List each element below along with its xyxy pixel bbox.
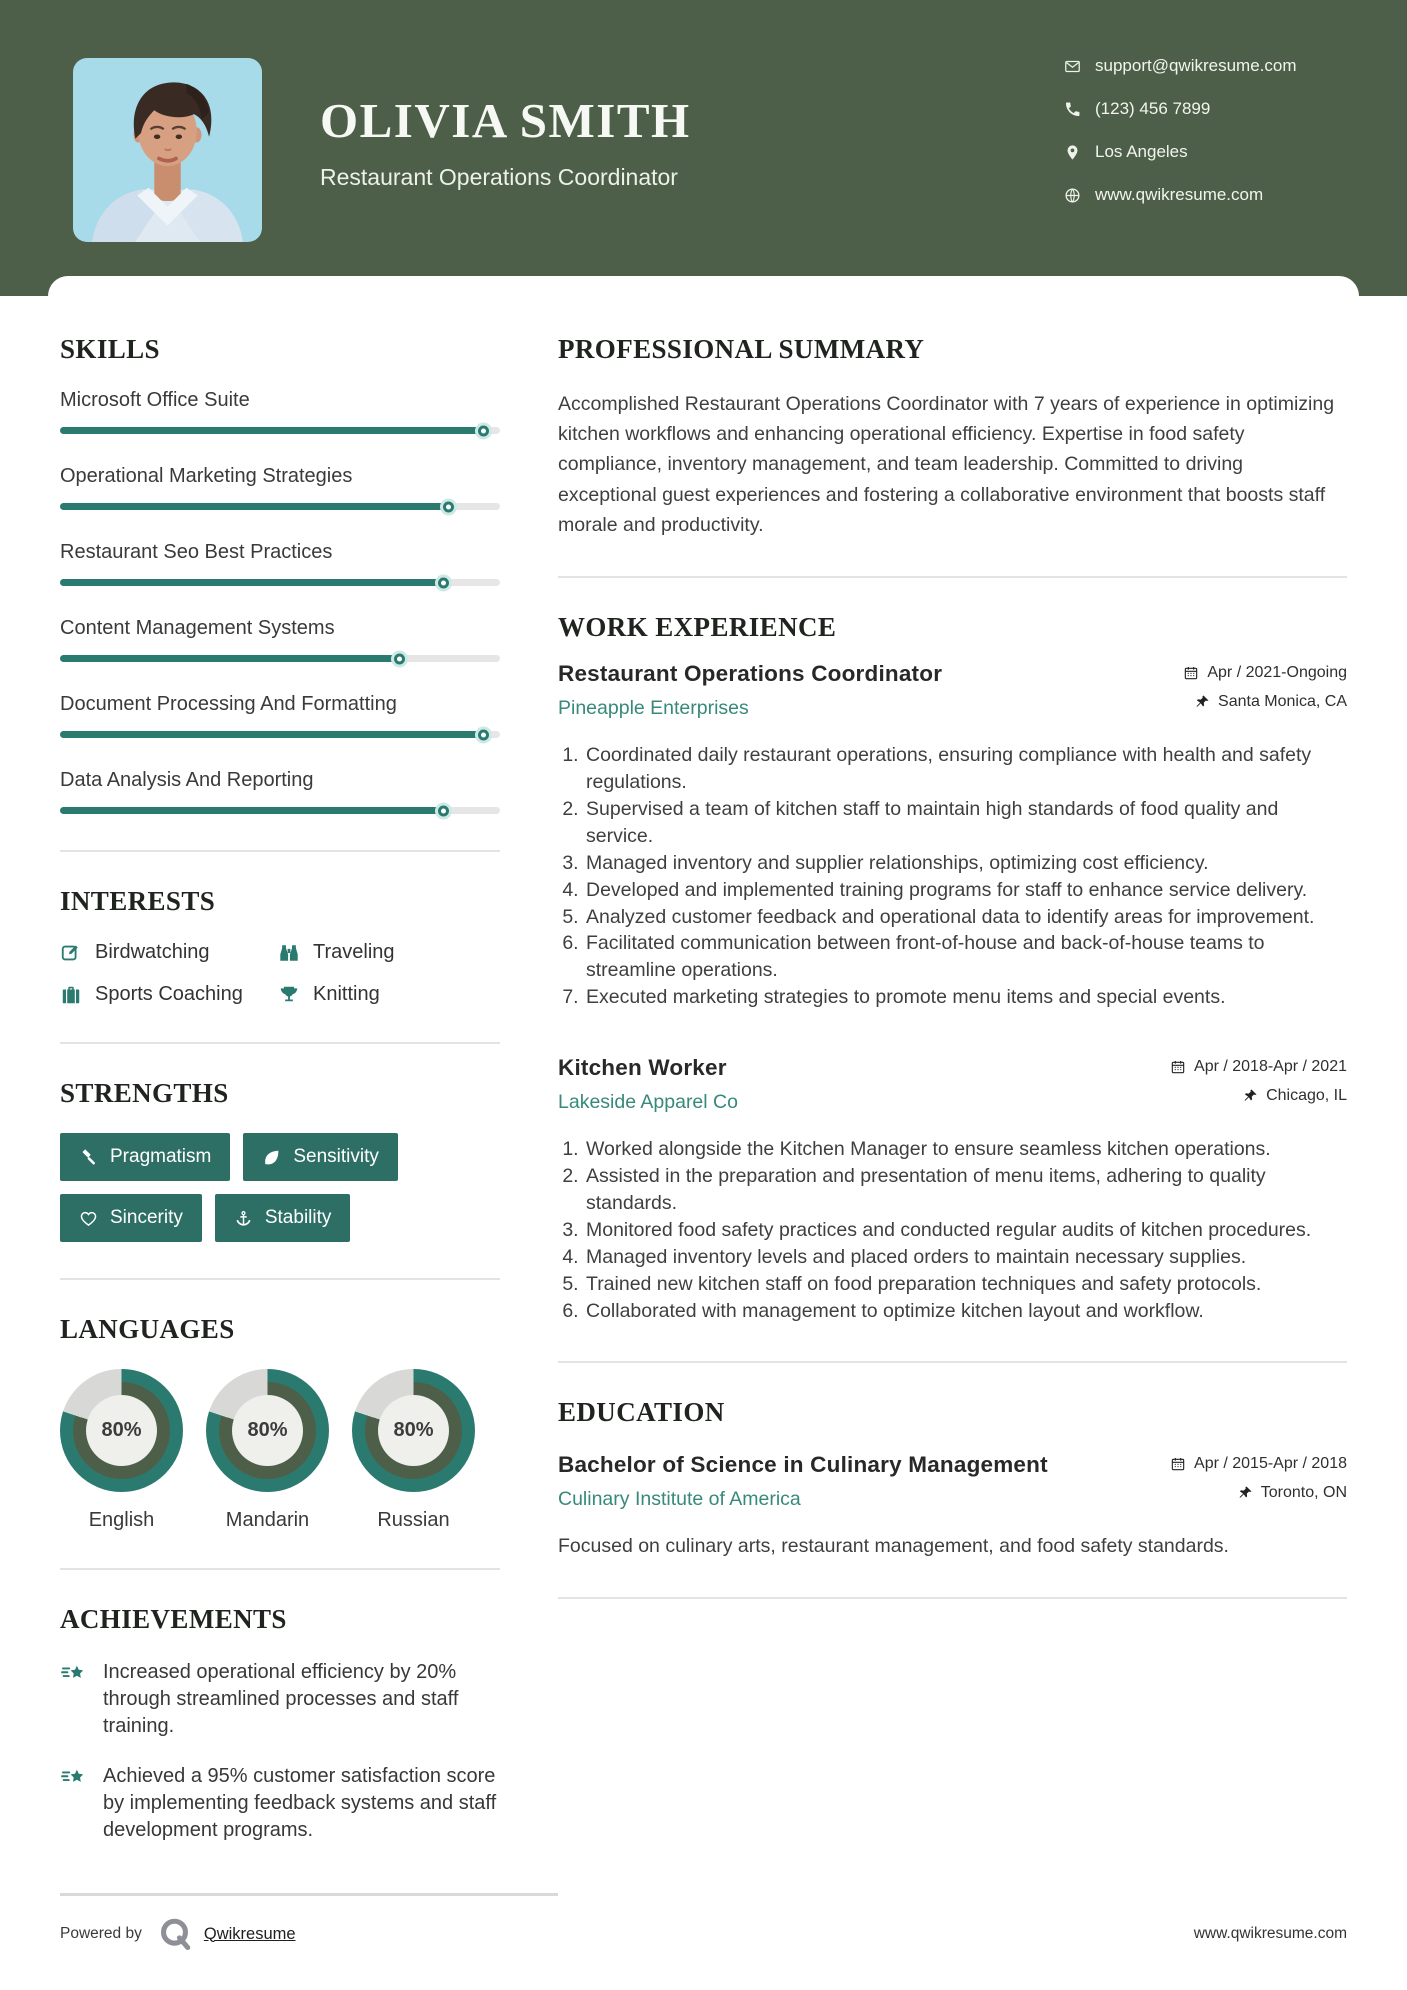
skill-item [60, 769, 500, 814]
contact-text: (123) 456 7899 [1095, 99, 1211, 118]
interest-item [60, 983, 278, 1006]
calendar-icon [1170, 1059, 1186, 1075]
resume-body [48, 276, 1359, 1978]
skill-bar-track [60, 655, 500, 662]
strength-badge [60, 1133, 230, 1181]
contact-item[interactable] [1064, 185, 1297, 205]
language-donut [352, 1369, 475, 1492]
summary-section [558, 334, 1347, 540]
email-icon [1064, 58, 1081, 75]
language-donut [206, 1369, 329, 1492]
job-bullet: 6. Collaborated with management to optimize kitchen layout and workflow. [584, 1298, 1347, 1325]
avatar-illustration [73, 58, 262, 242]
job-dates: Apr / 2021-Ongoing [1207, 664, 1347, 682]
achievement-item [60, 1659, 500, 1740]
skill-item [60, 693, 500, 738]
language-donut [60, 1369, 183, 1492]
strength-badge [243, 1133, 398, 1181]
skill-bar-knob [394, 653, 405, 664]
experience-title: WORK EXPERIENCE [558, 612, 837, 643]
page-footer [60, 1893, 1347, 1978]
divider [60, 850, 500, 852]
job-bullet: 1. Worked alongside the Kitchen Manager to ensure seamless kitchen operations. [584, 1136, 1347, 1163]
job-meta [1170, 1055, 1347, 1116]
skill-label: Content Management Systems [60, 617, 335, 639]
pen-square-icon [60, 942, 82, 964]
language-percent: 80% [86, 1395, 157, 1466]
education-description: Focused on culinary arts, restaurant management, and food safety standards. [558, 1534, 1229, 1557]
job-dates: Apr / 2018-Apr / 2021 [1194, 1058, 1347, 1076]
language-donut-inner [73, 1382, 170, 1479]
interest-label: Traveling [313, 941, 395, 963]
skill-item [60, 617, 500, 662]
education-degree: Bachelor of Science in Culinary Management [558, 1451, 1048, 1477]
skill-bar-track [60, 503, 500, 510]
skill-bar-fill [60, 427, 487, 434]
skill-label: Microsoft Office Suite [60, 389, 250, 411]
interest-label: Knitting [313, 983, 380, 1005]
achievements-list [60, 1659, 500, 1844]
job-bullet: 2. Assisted in the preparation and presentation of menu items, adhering to quality standards. [584, 1163, 1347, 1217]
calendar-icon [1170, 1456, 1186, 1472]
gavel-icon [79, 1148, 98, 1167]
achievement-item [60, 1763, 500, 1844]
interests-title: INTERESTS [60, 886, 216, 916]
strength-label: Stability [264, 1207, 332, 1228]
summary-text: Accomplished Restaurant Operations Coordinator with 7 years of experience in optimizing kitchen workflows and enhancing operational efficiency. Expertise in food safety compliance, inventory management, and team leadership. Committed to driving exceptional guest experiences and fostering a collaborative environment that boosts staff morale and productivity. [558, 393, 1335, 536]
experience-section [558, 612, 1347, 1324]
skill-item [60, 465, 500, 510]
contact-text: www.qwikresume.com [1095, 185, 1264, 204]
header [0, 0, 1407, 296]
job-bullet: 5. Analyzed customer feedback and operational data to identify areas for improvement. [584, 904, 1347, 931]
strength-label: Pragmatism [110, 1146, 212, 1167]
language-percent: 80% [232, 1395, 303, 1466]
job-bullet: 7. Executed marketing strategies to promote menu items and special events. [584, 984, 1347, 1011]
job-bullets [558, 1136, 1347, 1324]
strength-label: Sincerity [110, 1207, 183, 1228]
skill-bar-knob [443, 501, 454, 512]
skill-item [60, 541, 500, 586]
job-bullet: 5. Trained new kitchen staff on food preparation techniques and safety protocols. [584, 1271, 1347, 1298]
job-bullet: 4. Developed and implemented training programs for staff to enhance service delivery. [584, 877, 1347, 904]
education-school: Culinary Institute of America [558, 1487, 801, 1510]
job-meta [1183, 661, 1347, 722]
strengths-list [60, 1133, 500, 1242]
strength-label: Sensitivity [293, 1146, 379, 1167]
globe-icon [1064, 187, 1081, 204]
skill-label: Document Processing And Formatting [60, 693, 397, 715]
contact-text: Los Angeles [1095, 142, 1188, 161]
interest-item [60, 941, 278, 964]
footer-divider [60, 1893, 558, 1896]
powered-by-label: Powered by [60, 1925, 142, 1942]
qwikresume-logo-icon [158, 1916, 194, 1952]
right-column [558, 334, 1347, 1633]
language-donut-inner [219, 1382, 316, 1479]
skill-bar-fill [60, 807, 447, 814]
achievements-section [60, 1604, 500, 1844]
skill-bar-track [60, 579, 500, 586]
skills-section [60, 334, 500, 814]
education-dates: Apr / 2015-Apr / 2018 [1194, 1454, 1347, 1472]
job-company: Pineapple Enterprises [558, 697, 749, 720]
skill-bar-fill [60, 655, 403, 662]
strength-badge [215, 1194, 351, 1242]
languages-list [60, 1369, 500, 1532]
language-percent: 80% [378, 1395, 449, 1466]
anchor-icon [234, 1209, 253, 1228]
strength-badge [60, 1194, 202, 1242]
divider [60, 1278, 500, 1280]
divider [60, 1568, 500, 1570]
language-label: Mandarin [225, 1509, 310, 1531]
left-column [60, 334, 500, 1867]
strengths-title: STRENGTHS [60, 1078, 229, 1108]
job-company: Lakeside Apparel Co [558, 1091, 738, 1114]
leaf-icon [262, 1148, 281, 1167]
person-name: OLIVIA SMITH [320, 93, 691, 148]
contact-list [1064, 56, 1297, 228]
skill-label: Restaurant Seo Best Practices [60, 541, 333, 563]
language-item [352, 1369, 475, 1532]
pushpin-icon [1194, 694, 1210, 710]
job-bullet: 3. Monitored food safety practices and conducted regular audits of kitchen procedures. [584, 1217, 1347, 1244]
language-donut-inner [365, 1382, 462, 1479]
skill-bar-knob [478, 729, 489, 740]
job-bullet: 6. Facilitated communication between front-of-house and back-of-house teams to streamline operations. [584, 930, 1347, 984]
education-title: EDUCATION [558, 1396, 725, 1427]
jobs-list [558, 661, 1347, 1324]
job-bullets [558, 742, 1347, 1011]
job-role: Kitchen Worker [558, 1055, 727, 1081]
contact-item[interactable] [1064, 142, 1297, 162]
summary-title: PROFESSIONAL SUMMARY [558, 334, 925, 364]
calendar-icon [1183, 665, 1199, 681]
language-item [206, 1369, 329, 1532]
contact-item[interactable] [1064, 99, 1297, 119]
skill-label: Operational Marketing Strategies [60, 465, 353, 487]
education-section [558, 1397, 1347, 1561]
job-entry [558, 1055, 1347, 1324]
skill-bar-track [60, 731, 500, 738]
binoculars-icon [278, 942, 300, 964]
divider [558, 576, 1347, 578]
skill-bar-fill [60, 503, 452, 510]
job-bullet: 3. Managed inventory and supplier relationships, optimizing cost efficiency. [584, 850, 1347, 877]
skills-list [60, 389, 500, 814]
profile-photo [73, 58, 262, 242]
contact-text: support@qwikresume.com [1095, 56, 1297, 75]
skill-bar-knob [438, 577, 449, 588]
location-icon [1064, 144, 1081, 161]
divider [558, 1361, 1347, 1363]
education-location: Toronto, ON [1260, 1483, 1347, 1501]
pushpin-icon [1237, 1485, 1253, 1501]
achievement-text: Achieved a 95% customer satisfaction score by implementing feedback systems and staff development programs. [103, 1765, 497, 1841]
interest-label: Sports Coaching [95, 983, 243, 1005]
person-job-title: Restaurant Operations Coordinator [320, 164, 678, 190]
skill-bar-knob [478, 425, 489, 436]
trophy-icon [278, 984, 300, 1006]
strengths-section [60, 1078, 500, 1242]
skill-bar-track [60, 807, 500, 814]
divider [60, 1042, 500, 1044]
interest-label: Birdwatching [95, 941, 210, 963]
skill-bar-fill [60, 731, 487, 738]
languages-section [60, 1314, 500, 1532]
job-role: Restaurant Operations Coordinator [558, 661, 943, 687]
footer-site-url: www.qwikresume.com [1193, 1925, 1347, 1942]
interest-item [278, 941, 500, 964]
achievements-title: ACHIEVEMENTS [60, 1604, 287, 1634]
language-label: English [88, 1509, 155, 1531]
job-location: Santa Monica, CA [1218, 693, 1347, 711]
star-shooting-icon [60, 1765, 87, 1792]
skill-bar-fill [60, 579, 447, 586]
skill-item [60, 389, 500, 434]
heart-icon [79, 1209, 98, 1228]
interests-section [60, 886, 500, 1006]
language-label: Russian [377, 1509, 450, 1531]
skill-label: Data Analysis And Reporting [60, 769, 314, 791]
job-bullet: 2. Supervised a team of kitchen staff to maintain high standards of food quality and service. [584, 796, 1347, 850]
pushpin-icon [1242, 1088, 1258, 1104]
skill-bar-track [60, 427, 500, 434]
suitcase-icon [60, 984, 82, 1006]
job-bullet: 1. Coordinated daily restaurant operations, ensuring compliance with health and safety regulations. [584, 742, 1347, 796]
skill-bar-knob [438, 805, 449, 816]
phone-icon [1064, 101, 1081, 118]
star-shooting-icon [60, 1661, 87, 1688]
job-entry [558, 661, 1347, 1011]
languages-title: LANGUAGES [60, 1314, 235, 1344]
interests-list [60, 941, 500, 1006]
divider [558, 1597, 1347, 1599]
language-item [60, 1369, 183, 1532]
skills-title: SKILLS [60, 334, 160, 364]
job-location: Chicago, IL [1266, 1087, 1347, 1105]
contact-item[interactable] [1064, 56, 1297, 76]
interest-item [278, 983, 500, 1006]
job-bullet: 4. Managed inventory levels and placed orders to maintain necessary supplies. [584, 1244, 1347, 1271]
achievement-text: Increased operational efficiency by 20% through streamlined processes and staff training. [103, 1661, 459, 1737]
qwikresume-link[interactable]: Qwikresume [203, 1924, 296, 1943]
education-meta [1170, 1452, 1347, 1513]
